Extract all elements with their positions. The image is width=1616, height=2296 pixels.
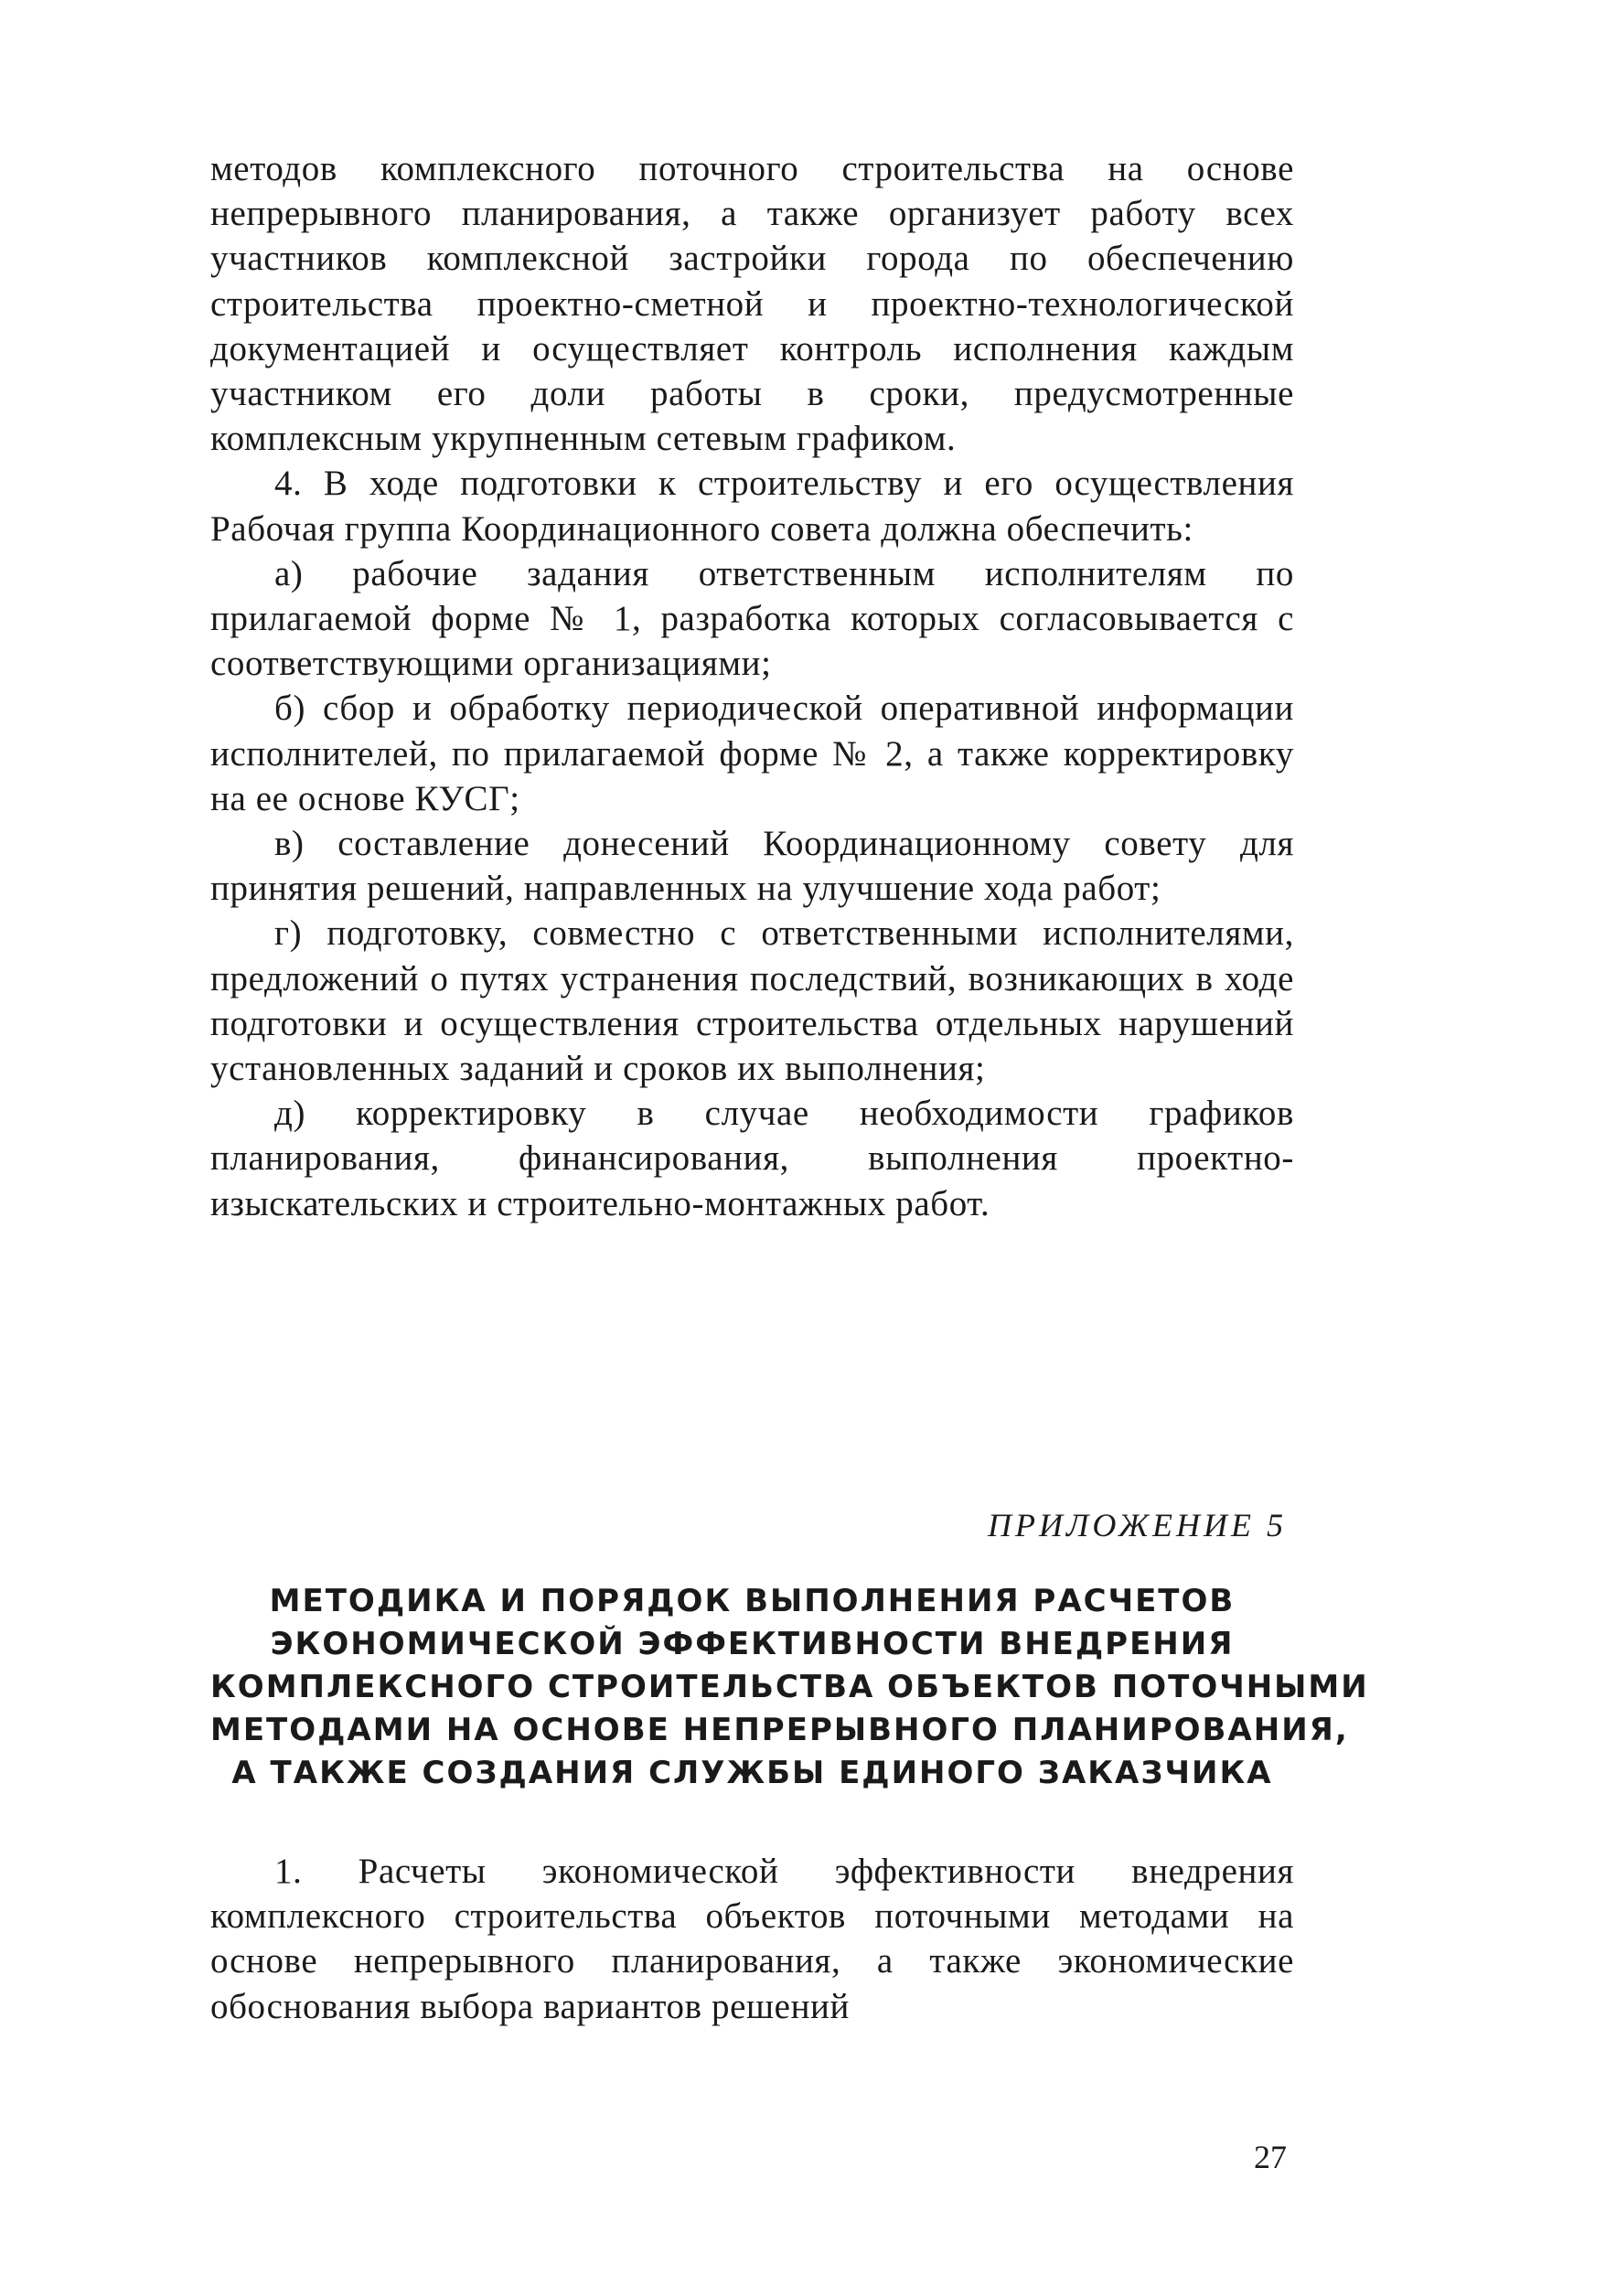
- page-number: 27: [1254, 2139, 1287, 2175]
- appendix-text: [210, 1849, 1294, 2029]
- list-item-a: а) рабочие задания ответственным исполнителям по прилагаемой форме № 1, разработка которых согласовывается с соответствующими организациями;: [210, 553, 1294, 684]
- list-item-g: г) подготовку, совместно с ответственными исполнителями, предложений о путях устранения последствий, возникающих в ходе подготовки и осуществления строительства отдельных нарушений установленных заданий и сроков их выполнения;: [210, 913, 1294, 1089]
- list-item-d: д) корректировку в случае необходимости графиков планирования, финансирования, выполнения проектно-изыскательских и строительно-монтажных работ.: [210, 1094, 1294, 1223]
- appendix-title-line: А ТАКЖЕ СОЗДАНИЯ СЛУЖБЫ ЕДИНОГО ЗАКАЗЧИКА: [231, 1755, 1273, 1791]
- list-item-b: б) сбор и обработку периодической оперативной информации исполнителей, по прилагаемой форме № 2, а также корректировку на ее основе КУСГ;: [210, 689, 1294, 818]
- document-page: [210, 146, 1369, 2249]
- appendix-title-line: МЕТОДИКА И ПОРЯДОК ВЫПОЛНЕНИЯ РАСЧЕТОВ: [269, 1583, 1236, 1619]
- paragraph-item-4: 4. В ходе подготовки к строительству и его осуществления Рабочая группа Координационного совета должна обеспечить:: [210, 464, 1294, 549]
- appendix-title-line: КОМПЛЕКСНОГО СТРОИТЕЛЬСТВА ОБЪЕКТОВ ПОТОЧНЫМИ: [210, 1669, 1369, 1705]
- appendix-title: [210, 1580, 1369, 1795]
- list-item-v: в) составление донесений Координационному совету для принятия решений, направленных на улучшение хода работ;: [210, 824, 1294, 909]
- paragraph-continuation: методов комплексного поточного строительства на основе непрерывного планирования, а также организует работу всех участников комплексной застройки города по обеспечению строительства проектно-сметной и проектно-технологической документацией и осуществляет контроль исполнения каждым участником его доли работы в сроки, предусмотренные комплексным укрупненным сетевым графиком.: [210, 149, 1294, 459]
- appendix-title-line: ЭКОНОМИЧЕСКОЙ ЭФФЕКТИВНОСТИ ВНЕДРЕНИЯ: [270, 1626, 1235, 1662]
- appendix-paragraph-1: 1. Расчеты экономической эффективности внедрения комплексного строительства объектов поточными методами на основе непрерывного планирования, а также экономические обоснования выбора вариантов решений: [210, 1852, 1294, 2026]
- main-text: [210, 146, 1294, 1226]
- appendix-title-line: МЕТОДАМИ НА ОСНОВЕ НЕПРЕРЫВНОГО ПЛАНИРОВАНИЯ,: [210, 1712, 1349, 1748]
- appendix-label: ПРИЛОЖЕНИЕ 5: [988, 1507, 1287, 1543]
